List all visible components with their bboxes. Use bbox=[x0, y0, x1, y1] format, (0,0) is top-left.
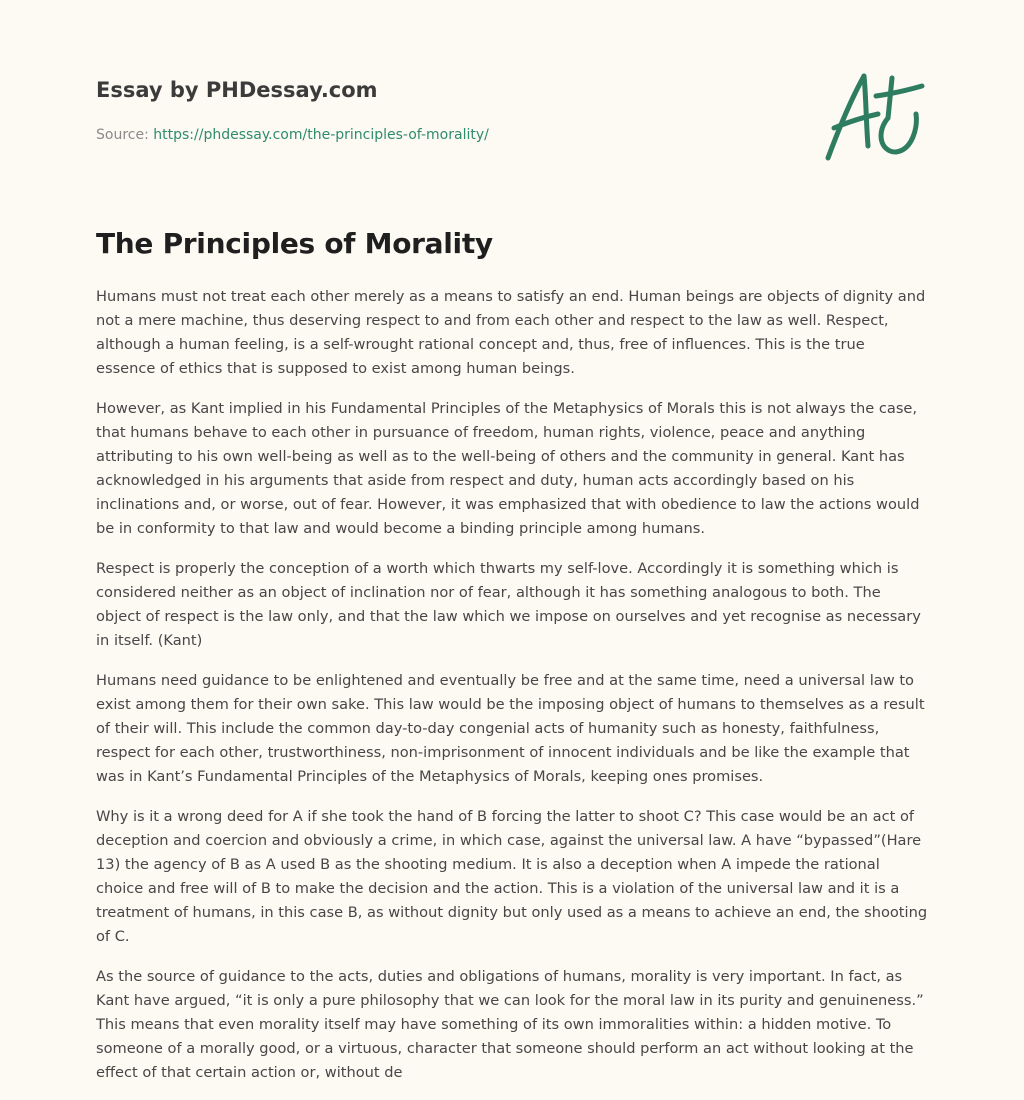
essay-header bbox=[96, 76, 928, 145]
site-brand: Essay by PHDessay.com bbox=[96, 78, 378, 102]
essay-title: The Principles of Morality bbox=[96, 227, 493, 260]
source-link[interactable]: https://phdessay.com/the-principles-of-morality/ bbox=[153, 127, 489, 143]
a-plus-grade-icon bbox=[820, 66, 930, 166]
essay-body bbox=[96, 285, 928, 1100]
paragraph: Humans need guidance to be enlightened and eventually be free and at the same time, need a universal law to exist among them for their own sake. This law would be the imposing object of humans to themselves as a result of their will. This include the common day-to-day congenial acts of humanity such as honesty, faithfulness, respect for each other, trustworthiness, non-imprisonment of innocent individuals and be like the example that was in Kant’s Fundamental Principles of the Metaphysics of Morals, keeping ones promises. bbox=[96, 672, 925, 785]
source-label: Source: bbox=[96, 127, 154, 143]
paragraph: Humans must not treat each other merely as a means to satisfy an end. Human beings are objects of dignity and not a mere machine, thus deserving respect to and from each other and respect to the law as well. Respect, although a human feeling, is a self-wrought rational concept and, thus, free of influences. This is the true essence of ethics that is supposed to exist among human beings. bbox=[96, 288, 926, 377]
source-line bbox=[96, 125, 928, 145]
paragraph: Why is it a wrong deed for A if she took the hand of B forcing the latter to shoot C? This case would be an act of deception and coercion and obviously a crime, in which case, against the universal law. A have “bypassed”(Hare 13) the agency of B as A used B as the shooting medium. It is also a deception when A impede the rational choice and free will of B to make the decision and the action. This is a violation of the universal law and it is a treatment of humans, in this case B, as without dignity but only used as a means to achieve an end, the shooting of C. bbox=[96, 808, 928, 945]
paragraph: However, as Kant implied in his Fundamental Principles of the Metaphysics of Morals this is not always the case, that humans behave to each other in pursuance of freedom, human rights, violence, peace and anything attributing to his own well-being as well as to the well-being of others and the community in general. Kant has acknowledged in his arguments that aside from respect and duty, human acts accordingly based on his inclinations and, or worse, out of fear. However, it was emphasized that with obedience to law the actions would be in conformity to that law and would become a binding principle among humans. bbox=[96, 400, 920, 537]
paragraph: As the source of guidance to the acts, duties and obligations of humans, morality is very important. In fact, as Kant have argued, “it is only a pure philosophy that we can look for the moral law in its purity and genuineness.” This means that even morality itself may have something of its own immoralities within: a hidden motive. To someone of a morally good, or a virtuous, character that someone should perform an act without looking at the effect of that certain action or, without de bbox=[96, 968, 924, 1081]
paragraph: Respect is properly the conception of a worth which thwarts my self-love. Accordingly it is something which is considered neither as an object of inclination nor of fear, although it has something analogous to both. The object of respect is the law only, and that the law which we impose on ourselves and yet recognise as necessary in itself. (Kant) bbox=[96, 560, 921, 649]
